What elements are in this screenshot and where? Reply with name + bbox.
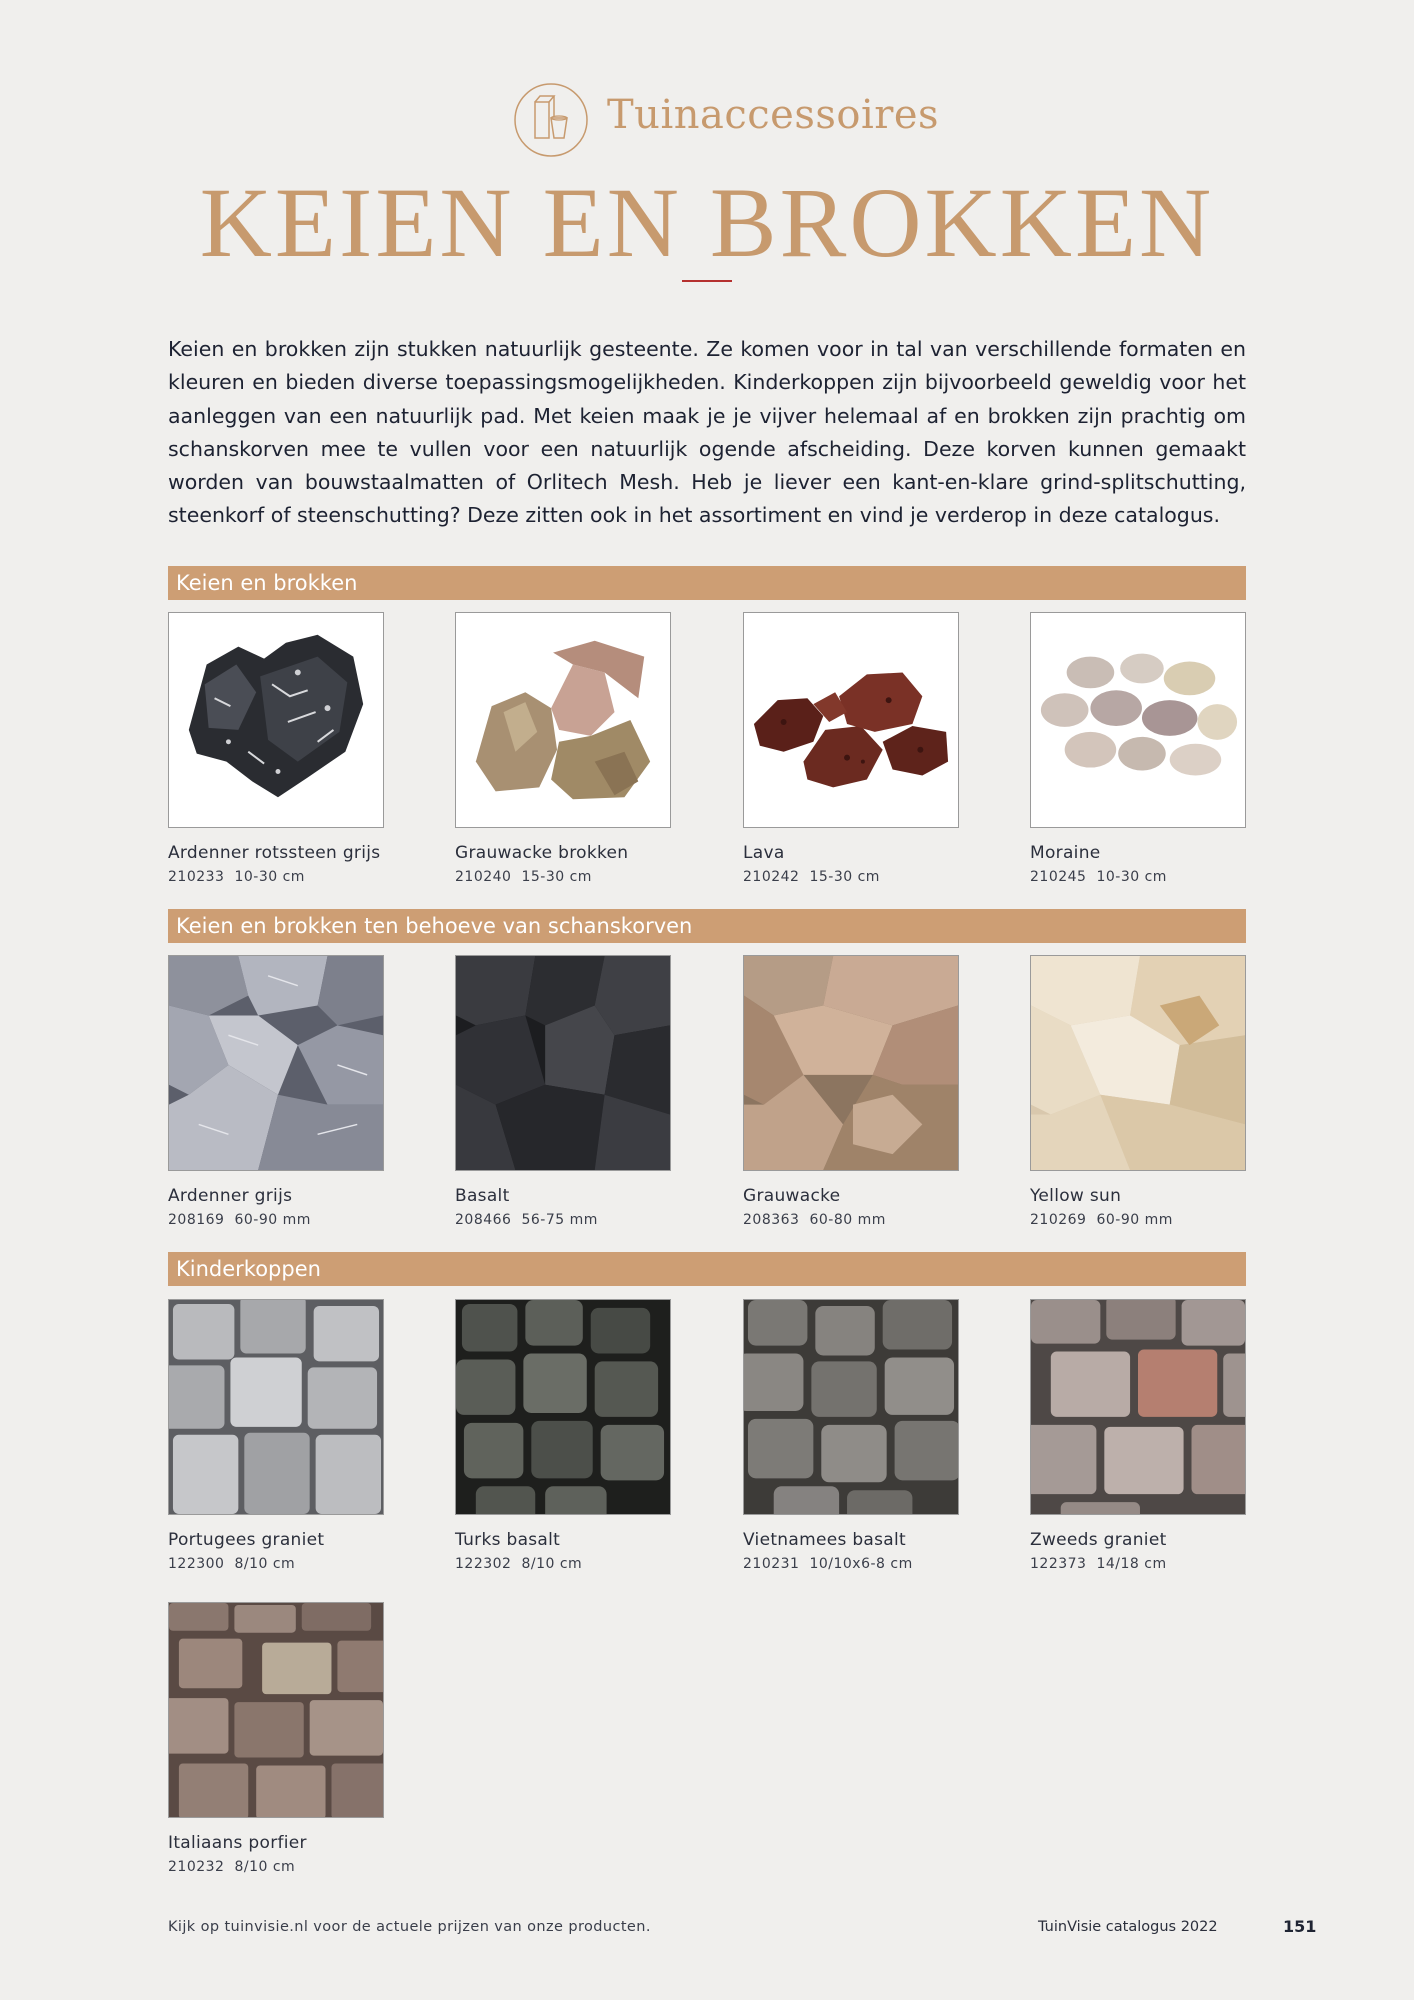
product-image-basalt bbox=[455, 955, 671, 1171]
product-card[interactable] bbox=[455, 612, 671, 885]
page-title: KEIEN EN BROKKEN bbox=[199, 167, 1215, 278]
product-code: 122302 8/10 cm bbox=[455, 1556, 583, 1572]
product-name: Zweeds graniet bbox=[1030, 1530, 1167, 1550]
product-name: Italiaans porfier bbox=[168, 1833, 307, 1853]
product-code: 210232 8/10 cm bbox=[168, 1859, 296, 1875]
product-code: 210245 10-30 cm bbox=[1030, 869, 1167, 885]
product-name: Basalt bbox=[455, 1186, 510, 1206]
product-code: 208466 56-75 mm bbox=[455, 1212, 598, 1228]
product-card[interactable] bbox=[1030, 1299, 1246, 1572]
product-image-zweeds-graniet bbox=[1030, 1299, 1246, 1515]
product-card[interactable] bbox=[455, 1299, 671, 1572]
product-name: Grauwacke brokken bbox=[455, 843, 629, 863]
section-subtitle: Tuinaccessoires bbox=[607, 92, 940, 138]
footer-catalog: TuinVisie catalogus 2022 bbox=[1038, 1919, 1218, 1935]
product-card[interactable] bbox=[168, 612, 384, 885]
product-card[interactable] bbox=[168, 1602, 384, 1875]
garden-accessories-icon bbox=[513, 82, 589, 158]
product-card[interactable] bbox=[1030, 612, 1246, 885]
product-card[interactable] bbox=[743, 955, 959, 1228]
product-image-ardenner-rotssteen-grijs bbox=[168, 612, 384, 828]
product-name: Grauwacke bbox=[743, 1186, 841, 1206]
product-image-yellow-sun bbox=[1030, 955, 1246, 1171]
product-image-moraine bbox=[1030, 612, 1246, 828]
product-image-portugees-graniet bbox=[168, 1299, 384, 1515]
product-image-turks-basalt bbox=[455, 1299, 671, 1515]
product-card[interactable] bbox=[168, 955, 384, 1228]
product-image-lava bbox=[743, 612, 959, 828]
product-image-grauwacke-brokken bbox=[455, 612, 671, 828]
product-image-ardenner-grijs bbox=[168, 955, 384, 1171]
footer-note: Kijk op tuinvisie.nl voor de actuele prijzen van onze producten. bbox=[168, 1919, 651, 1935]
product-code: 210233 10-30 cm bbox=[168, 869, 305, 885]
intro-text: Keien en brokken zijn stukken natuurlijk gesteente. Ze komen voor in tal van verschillende formaten en kleuren en bieden diverse toepassingsmogelijkheden. Kinderkoppen zijn bijvoorbeeld geweldig voor het aanleggen van een natuurlijk pad. Met keien maak je je vijver helemaal af en brokken zijn prachtig om schanskorven mee te vullen voor een natuurlijk ogende afscheiding. Deze korven kunnen gemaakt worden van bouwstaalmatten of Orlitech Mesh. Heb je liever een kant-en-klare grind-splitschutting, steenkorf of steenschutting? Deze zitten ook in het assortiment en vind je verderop in deze catalogus. bbox=[168, 337, 1246, 528]
section-header-schanskorven: Keien en brokken ten behoeve van schanskorven bbox=[168, 909, 1246, 943]
product-code: 122373 14/18 cm bbox=[1030, 1556, 1167, 1572]
section-header-keien-en-brokken: Keien en brokken bbox=[168, 566, 1246, 600]
product-name: Ardenner rotssteen grijs bbox=[168, 843, 381, 863]
product-name: Vietnamees basalt bbox=[743, 1530, 907, 1550]
section-header-kinderkoppen: Kinderkoppen bbox=[168, 1252, 1246, 1286]
product-image-vietnamees-basalt bbox=[743, 1299, 959, 1515]
product-code: 208169 60-90 mm bbox=[168, 1212, 311, 1228]
product-image-grauwacke bbox=[743, 955, 959, 1171]
product-name: Portugees graniet bbox=[168, 1530, 325, 1550]
product-code: 210269 60-90 mm bbox=[1030, 1212, 1173, 1228]
title-divider bbox=[682, 280, 732, 282]
product-card[interactable] bbox=[743, 612, 959, 885]
product-code: 210231 10/10x6-8 cm bbox=[743, 1556, 913, 1572]
product-code: 210242 15-30 cm bbox=[743, 869, 880, 885]
product-name: Ardenner grijs bbox=[168, 1186, 293, 1206]
product-name: Turks basalt bbox=[455, 1530, 561, 1550]
product-card[interactable] bbox=[455, 955, 671, 1228]
product-card[interactable] bbox=[1030, 955, 1246, 1228]
product-image-italiaans-porfier bbox=[168, 1602, 384, 1818]
product-name: Lava bbox=[743, 843, 785, 863]
product-card[interactable] bbox=[168, 1299, 384, 1572]
product-name: Yellow sun bbox=[1030, 1186, 1122, 1206]
product-name: Moraine bbox=[1030, 843, 1101, 863]
page-number: 151 bbox=[1283, 1917, 1317, 1936]
product-code: 208363 60-80 mm bbox=[743, 1212, 886, 1228]
product-code: 210240 15-30 cm bbox=[455, 869, 592, 885]
product-card[interactable] bbox=[743, 1299, 959, 1572]
product-code: 122300 8/10 cm bbox=[168, 1556, 296, 1572]
